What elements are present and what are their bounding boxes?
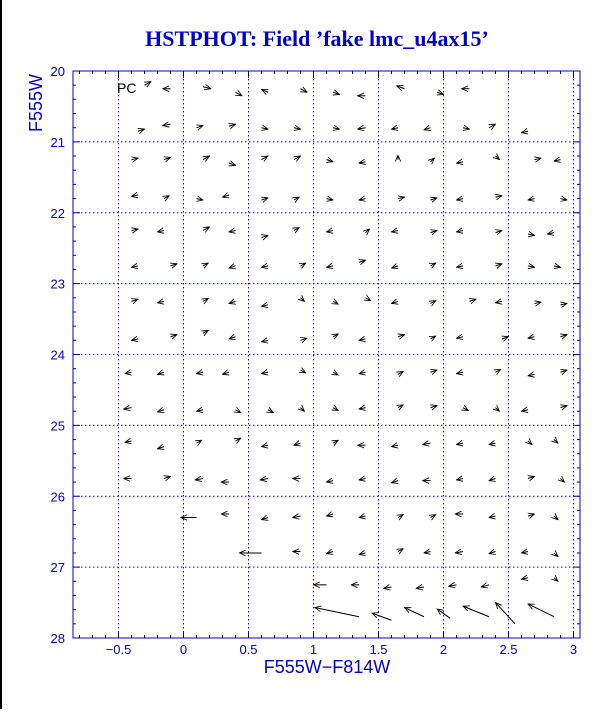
vector-arrow [301,338,308,340]
vector-arrow [301,298,305,302]
vector-arrow [125,372,132,373]
vector-arrow [158,230,165,231]
y-tick-label: 20 [50,64,65,79]
vector-arrow [455,552,463,553]
vector-arrow [489,479,496,481]
vector-arrow [359,553,366,554]
chart-title: HSTPHOT: Field ’fake lmc_u4ax15’ [145,26,489,51]
vector-arrow [223,372,230,374]
vector-arrow [203,263,208,266]
vector-arrow [268,410,273,413]
vector-arrow [236,438,241,441]
vector-arrow [554,578,558,582]
vector-arrow [359,408,366,409]
vector-arrow [229,124,236,126]
vector-arrow [457,372,464,373]
vector-arrow [262,518,269,520]
vector-arrow [457,337,464,338]
vector-arrow [489,443,496,444]
vector-arrow [333,301,338,304]
window-border [0,0,2,709]
vector-arrow [359,372,366,373]
vector-arrow [260,479,268,480]
y-tick-label: 28 [50,631,65,646]
vector-arrow [496,369,501,372]
vector-arrow [358,128,366,129]
vector-arrow [164,196,169,199]
vector-arrow [197,199,204,200]
vector-arrow [431,158,435,162]
vector-arrow [315,608,359,617]
vector-arrow [229,230,236,231]
vector-arrow [528,374,535,375]
vector-arrow [431,263,436,266]
vector-arrow [423,443,431,444]
y-axis-label: F555W [26,73,46,133]
vector-arrow [554,516,558,520]
vector-arrow [431,515,436,518]
vector-arrow [223,195,230,197]
vector-arrow [502,337,509,339]
vector-arrow [554,160,561,161]
vector-arrow [398,549,403,552]
vector-arrow [333,372,338,375]
vector-arrow [496,196,503,197]
vector-arrow [197,372,204,373]
vector-arrow [333,92,340,94]
vector-arrow [132,158,139,159]
vector-arrow [528,199,535,200]
vector-arrow [416,587,424,588]
vector-arrow [262,89,269,92]
vector-arrow [294,156,301,160]
y-tick-label: 24 [50,347,65,363]
vector-arrow [561,406,568,408]
vector-arrow [554,553,558,557]
vector-arrow [132,229,139,230]
vector-arrow [398,372,403,375]
vector-arrow [392,481,399,483]
vector-arrow [398,515,403,518]
vector-arrow [229,266,236,268]
vector-arrow [203,156,210,160]
vector-arrow [424,552,431,553]
vector-arrow [489,124,496,128]
vector-arrow [262,305,269,306]
vector-arrow [132,266,139,267]
vector-arrow [158,447,165,449]
vector-arrow [327,230,334,231]
vector-arrow [327,160,334,162]
vector-arrow [457,479,464,480]
vector-arrow [262,235,269,237]
vector-arrow [561,303,568,304]
vector-arrow [294,228,299,231]
vector-arrow [197,126,204,128]
x-tick-label: 0 [179,642,188,657]
vector-arrow [528,476,535,478]
vector-arrow [262,372,269,373]
vector-arrow [496,603,516,624]
vector-arrow [301,263,306,266]
vector-arrow [481,585,489,587]
x-axis-ticks [80,71,578,657]
vector-arrow [392,266,399,268]
vector-arrow [171,335,178,337]
vector-arrow [262,266,269,267]
vector-arrow [301,408,305,412]
vector-arrow [359,479,366,480]
y-tick-label: 26 [50,489,65,505]
y-tick-label: 22 [50,205,65,221]
vector-arrow [528,266,535,267]
vector-arrow [163,124,171,125]
x-tick-label: −0.5 [105,642,132,657]
vector-arrow [359,516,366,517]
vector-arrow [398,335,405,337]
vector-arrow [431,230,438,232]
vector-arrow [463,128,470,129]
x-tick-label: 1.5 [369,642,388,657]
vector-arrow [327,552,334,554]
vector-arrow [132,299,139,301]
vector-arrow [132,195,139,196]
vector-arrow [398,197,405,198]
vector-arrow [463,408,468,411]
vector-arrow [522,552,529,553]
vector-arrow [262,340,269,341]
vector-arrow [489,516,496,517]
vector-arrow [164,476,171,478]
vector-arrow [158,410,165,412]
vector-arrow [528,234,535,235]
vector-arrow [554,266,561,267]
vector-arrow [236,92,243,96]
vector-arrow [203,330,208,333]
vector-arrow [203,227,210,231]
vector-arrow [392,230,399,231]
vector-arrow [301,370,306,373]
vector-arrow [262,198,269,200]
vector-arrow [359,162,366,163]
vector-arrow [359,339,366,340]
vector-arrow [431,198,438,200]
vector-arrow [229,337,236,339]
vector-arrow [125,441,132,442]
vector-arrow [327,199,334,200]
vector-arrow [405,608,425,617]
vector-arrow [392,128,399,129]
vector-arrow [132,339,139,340]
x-tick-label: 2.5 [499,642,518,657]
chip-annotation: PC [117,80,137,96]
vector-arrow [470,299,477,301]
vector-arrow [333,440,338,443]
vector-arrow [548,233,555,234]
vector-arrow [424,128,431,130]
vector-arrow [528,337,535,338]
y-tick-label: 21 [50,134,65,150]
x-tick-label: 1 [309,642,318,657]
vector-arrow [535,158,542,159]
vector-arrow [262,156,269,160]
vector-arrow [457,266,464,267]
vector-arrow [195,479,203,480]
vector-arrow [522,410,529,411]
vector-arrow [124,408,132,409]
vector-arrow [392,445,399,446]
vector-arrow [203,299,208,302]
vector-arrow [333,334,338,337]
vector-arrow [437,92,444,94]
vector-arrow [145,82,152,86]
vector-arrow [197,440,202,443]
vector-arrow [496,230,503,232]
y-tick-label: 23 [50,276,65,292]
vector-arrow [522,131,529,132]
vector-arrow [496,156,500,160]
vector-arrow [561,479,565,483]
vector-arrow [384,587,392,588]
vector-arrow [262,445,269,446]
vector-arrow [561,370,568,372]
x-axis-label: F555W−F814W [263,657,391,677]
vector-arrow [372,613,392,620]
vector-arrow [522,578,529,579]
vector-arrow [431,301,436,304]
vector-arrow [229,163,236,165]
vector-arrow [171,264,178,266]
vector-arrow [203,87,211,89]
vector-arrow [327,514,334,516]
vector-arrow [366,298,371,301]
y-tick-label: 27 [50,560,65,576]
vector-arrow [554,440,558,444]
vector-arrow [437,609,450,618]
vector-arrow [294,128,301,129]
vector-arrow [197,410,204,411]
vector-arrow [164,157,171,159]
vector-arrow [359,260,366,262]
vector-arrow [457,162,464,163]
grid [73,71,580,638]
vector-arrow [431,370,438,372]
vector-arrow [449,585,457,586]
vector-arrow [496,264,503,266]
vector-arrow [528,514,535,516]
vector-arrow [535,302,542,303]
vector-arrow [392,301,399,303]
vector-arrow [333,408,338,411]
vector-arrow [359,199,366,200]
vector-arrow [431,406,438,408]
vector-arrow [561,335,568,337]
x-tick-label: 3 [569,642,578,657]
vector-arrow [496,301,503,302]
vector-arrow [333,128,340,129]
x-tick-label: 2 [439,642,448,657]
vector-arrow [294,443,301,445]
vector-arrow [158,372,165,374]
arrows [124,82,567,624]
vector-arrow [489,552,496,554]
vector-arrow [327,481,334,482]
vector-arrow [463,606,489,617]
vector-arrow [158,301,165,302]
vector-arrow [561,199,568,200]
y-tick-label: 25 [50,418,65,434]
vector-arrow [294,197,299,200]
vector-arrow [528,604,554,617]
vector-arrow [366,229,370,233]
vector-arrow [457,199,464,200]
vector-arrow [327,266,334,267]
vector-arrow [457,230,464,231]
vector-arrow [398,405,403,408]
x-tick-label: 0.5 [239,642,258,657]
vector-arrow [229,301,236,303]
vector-arrow [301,89,308,93]
vector-arrow [397,86,405,89]
vector-arrow [293,516,301,517]
vector-arrow [431,336,436,339]
vector-arrow [236,410,241,413]
vector-arrow [528,441,532,445]
vector-arrow [457,443,464,444]
vector-arrow [262,128,269,129]
vector-arrow [496,408,500,412]
vector-arrow [138,129,145,131]
